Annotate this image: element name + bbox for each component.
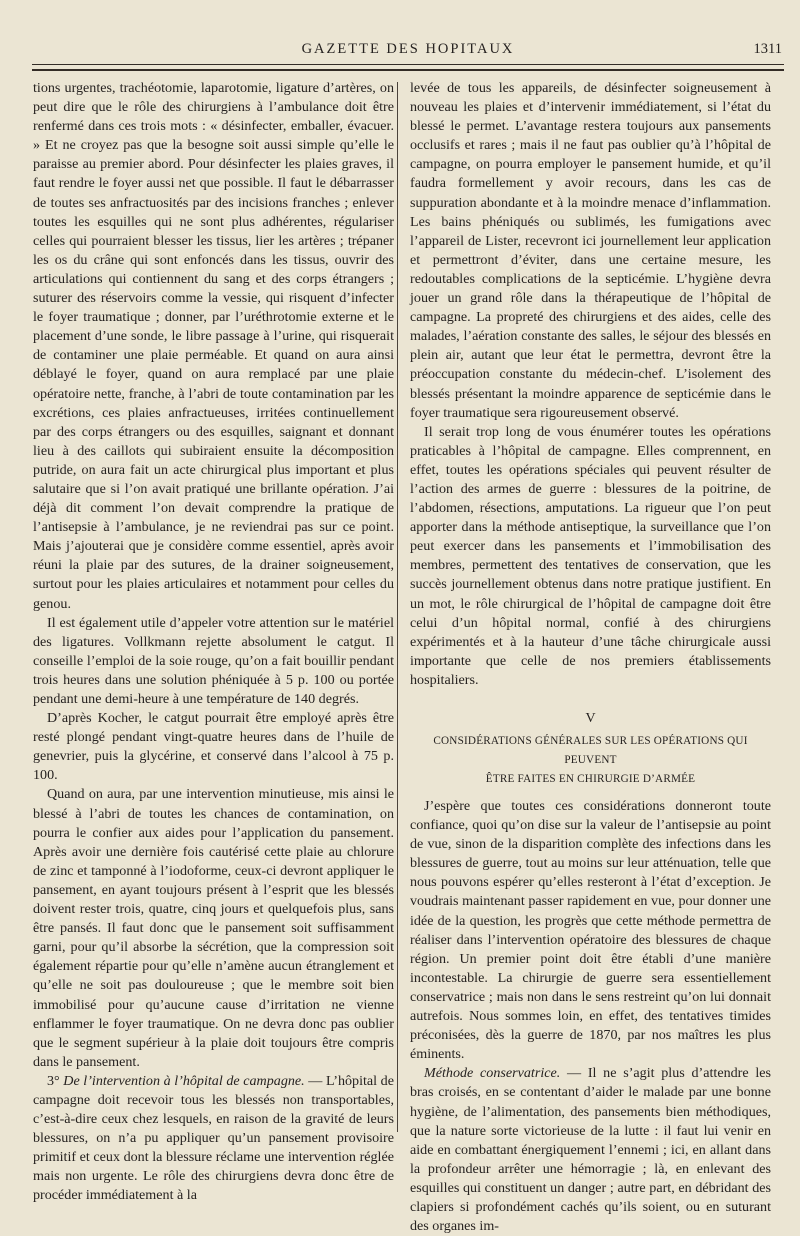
paragraph: Quand on aura, par une intervention minutieuse, mis ainsi le blessé à l’abri de toutes les chances de contamination, on pourra le confier aux aides pour l’application du pansement. Après avoir une dernière fois cautérisé cette plaie au chlorure de zinc et tamponné à l’iodoforme, ceux-ci devront appliquer le pansement, en ayant toujours présent à l’esprit que les blessés doivent rester trois, quatre, cinq jours et quelquefois plus, sans être pansés. Il faut donc que le pansement soit suffisamment garni, pour qu’il absorbe la sécrétion, que la compression soit également répartie pour qu’elle n’amène aucun étranglement et qu’elle ne soit pas douloureuse ; que le membre soit bien immobilisé pour qu’aucune cause d’irritation ne vienne enflammer le foyer traumatique. On ne devra donc pas oublier que le segment supérieur à la plaie doit toujours être compris dans le pansement. (33, 786, 394, 1070)
paragraph-intervention-hopital (33, 1072, 394, 1206)
subsection-heading: Méthode conservatrice. (424, 1065, 561, 1082)
paragraph-lead: 3° (47, 1072, 64, 1089)
paragraph-body: — L’hôpital de campagne doit recevoir tous les blessés non transportables, c’est-à-dire ceux chez lesquels, en raison de la gravité de leurs blessures, on n’a pu appliquer qu’un pansement provisoire primitif et ceux dont la blessure réclame une intervention réglée mais non urgente. Le rôle des chirurgiens devra donc être de procéder immédiatement à la (33, 1072, 394, 1204)
paragraph-methode-conservatrice (410, 1064, 771, 1236)
paragraph: Il serait trop long de vous énumérer toutes les opérations praticables à l’hôpital de campagne. Elles comprennent, en effet, toutes les opérations spéciales qui peuvent résulter de l’action des armes de guerre : blessures de la poitrine, de l’abdomen, résections, amputations. La rigueur que l’on peut apporter dans la méthode antiseptique, la surveillance que l’on peut exercer dans les pansements et l’immobilisation des membres, permettent des tentatives de conservation, que les succès journellement obtenus dans notre pratique justifient. En un mot, le rôle chirurgical de l’hôpital de campagne doit être celui d’un hôpital normal, confié à des chirurgiens expérimentés et à la hauteur d’une tâche chirurgicale aussi importante que celle de nos premiers établissements hospitaliers. (410, 423, 771, 688)
section-title-line: CONSIDÉRATIONS GÉNÉRALES SUR LES OPÉRATIONS QUI PEUVENT (433, 735, 748, 766)
paragraph: levée de tous les appareils, de désinfecter soigneusement à nouveau les plaies et d’intervenir immédiatement, si l’état du blessé le permet. L’avantage restera toujours aux pansements occlusifs et rares ; mais il ne faut pas oublier qu’à l’hôpital de campagne, on pourra employer le pansement humide, et qu’il faudra formellement y avoir recours, dans les cas de suppuration abondante et à la moindre menace d’inflammation. Les bains phéniqués ou sublimés, les fumigations avec l’appareil de Lister, recevront ici journellement leur application et permettront d’éviter, dans une certaine mesure, les redoutables complications de la septicémie. L’hygiène devra jouer un grand rôle dans la thérapeutique de l’hôpital de campagne. La propreté des chirurgiens et des aides, celle des malades, l’aération constante des salles, le séjour des blessés en plein air, autant que leur état le permettra, devront être la préoccupation constante du médecin-chef. L’isolement des blessés présentant la moindre apparence de septicémie dans le foyer traumatique sera rigoureusement observé. (410, 80, 771, 421)
section-title (410, 732, 771, 789)
column-divider (397, 82, 398, 1132)
header-rule-thick (32, 69, 784, 71)
paragraph: J’espère que toutes ces considérations donneront toute confiance, quoi qu’on dise sur la valeur de l’antisepsie au point de vue, sinon de la disparition complète des infections dans les blessures de guerre, tout au moins sur leur atténuation, telle que nous pouvons espérer qu’elles resteront à l’état d’exception. Je voudrais maintenant passer rapidement en vue, pour donner une idée de la question, les progrès que cette méthode permettra de réaliser dans l’intervention opératoire des blessures de chaque région. Un premier point doit être établi d’une manière incontestable. La chirurgie de guerre sera essentiellement conservatrice ; mais non dans le sens restreint qu’on lui donnait autrefois. Nous sommes loin, en effet, des tentatives timides préconisées, dès la guerre de 1870, par nos maîtres les plus éminents. (410, 798, 771, 1063)
left-column (33, 79, 394, 1206)
subsection-heading: De l’intervention à l’hôpital de campagne. (63, 1072, 305, 1089)
running-header (32, 41, 784, 59)
right-column (410, 79, 771, 1236)
paragraph: D’après Kocher, le catgut pourrait être employé après être resté plongé pendant vingt-quatre heures dans de l’huile de genevrier, puis la glycérine, et conservé dans l’alcool à 75 p. 100. (33, 710, 394, 784)
page-number: 1311 (753, 41, 782, 57)
header-rule-thin (32, 64, 784, 65)
paragraph-body: — Il ne s’agit plus d’attendre les bras croisés, en se contentant d’aider le malade par une bonne hygiène, de l’alimentation, des pansements bien méthodiques, que la nature sorte victorieuse de la lutte : il faut lui venir en aide en combattant énergiquement l’ennemi ; ici, en allant dans la profondeur arrêter une hémorragie ; là, en enlevant des esquilles qui constituent un danger ; autre part, en débridant des clapiers si profondément cachés qu’ils soient, ou en suturant des organes im- (410, 1065, 772, 1235)
section-number: V (585, 711, 596, 726)
section-title-line: ÊTRE FAITES EN CHIRURGIE D’ARMÉE (485, 773, 696, 785)
paragraph: tions urgentes, trachéotomie, laparotomie, ligature d’artères, on peut dire que le rôle des chirurgiens à l’ambulance doit être renfermé dans ces trois mots : « désinfecter, emballer, évacuer. » Et ne croyez pas que la besogne soit aussi simple qu’elle le paraisse au premier abord. Pour désinfecter les plaies graves, il faut rendre le foyer aussi net que possible. Il faut le débarrasser de toutes ses anfractuosités par des incisions franches ; enlever toutes les esquilles qui ne sont plus adhérentes, régulariser celles qui pourraient blesser les tissus, lier les artères ; trépaner les os du crâne qui sont enfoncés dans les tissus, ouvrir des articulations qui contiennent du sang et des corps étrangers ; suturer des réservoirs comme la vessie, qui risquent d’infecter le foyer traumatique ; donner, par l’uréthrotomie externe et le placement d’une sonde, le libre passage à l’urine, qui risquerait de contaminer une plaie perméable. Et quand on aura ainsi déblayé le foyer, quand on aura remplacé par une plaie opératoire nette, franche, à l’abri de toute contamination par les excrétions, ces plaies anfractueuses, irritées continuellement par des corps étrangers ou des esquilles, saignant et donnant lieu à des caillots qui subiraient ensuite la décomposition putride, on aura fait un acte chirurgical plus important et plus salutaire que si l’on avait pratiqué une brillante opération. J’ai déjà dit comment l’on devait comprendre la pratique de l’antisepsie à l’ambulance, je ne reviendrai pas sur ce point. Mais j’ajouterai que je considère comme essentiel, après avoir réuni la plaie par des sutures, de la drainer soigneusement, surtout pour les plaies articulaires et notamment pour celles du genou. (33, 80, 394, 612)
paragraph: Il est également utile d’appeler votre attention sur le matériel des ligatures. Vollkmann rejette absolument le catgut. Il conseille l’emploi de la soie rouge, qu’on a fait bouillir pendant trois heures dans une solution phéniquée à 5 p. 100 ou portée pendant une demi-heure à une température de 140 degrés. (33, 614, 394, 707)
journal-title: GAZETTE DES HOPITAUX (301, 41, 515, 57)
